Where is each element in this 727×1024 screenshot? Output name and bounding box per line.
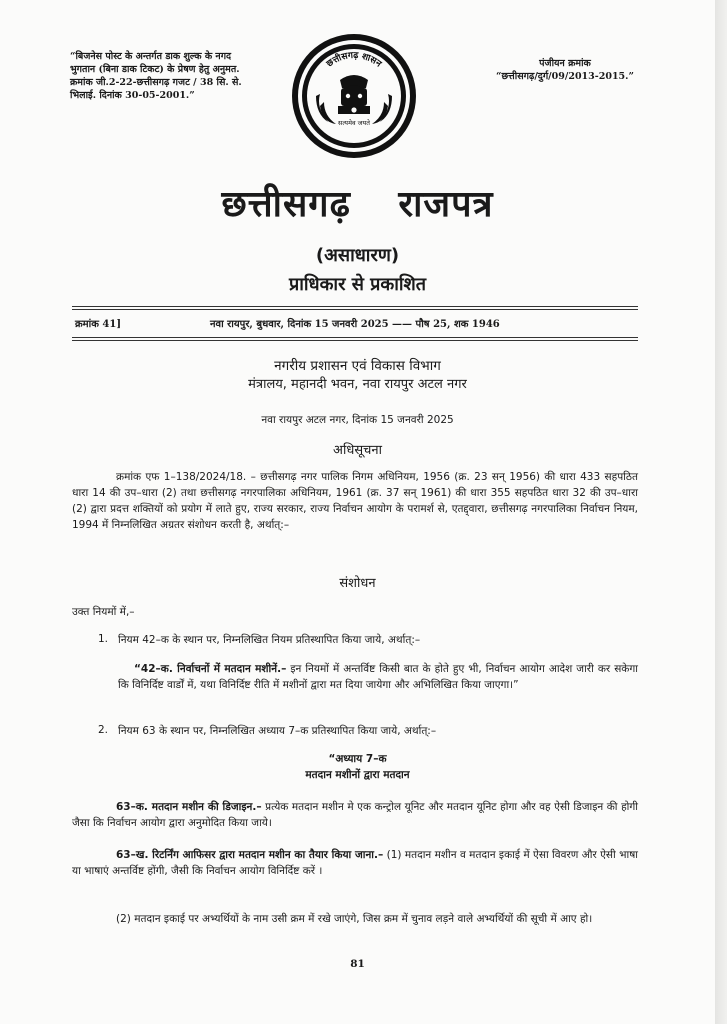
notification-heading: अधिसूचना bbox=[333, 443, 382, 458]
department-address: मंत्रालय, महानदी भवन, नवा रायपुर अटल नगर bbox=[248, 377, 467, 392]
rule-63k-paragraph bbox=[72, 799, 638, 831]
divider bbox=[72, 306, 638, 307]
divider bbox=[72, 309, 638, 310]
rule-63k-heading: 63–क. मतदान मशीन की डिजाइन.– bbox=[116, 801, 262, 813]
emblem-motto: सत्यमेव जयते bbox=[338, 119, 370, 127]
issue-dateline: नवा रायपुर, बुधवार, दिनांक 15 जनवरी 2025 —— पौष 25, शक 1946 bbox=[210, 319, 500, 330]
issue-number: क्रमांक 41] bbox=[75, 319, 122, 330]
notification-dateline: नवा रायपुर अटल नगर, दिनांक 15 जनवरी 2025 bbox=[261, 414, 454, 426]
intro-paragraph: क्रमांक एफ 1–138/2024/18. – छत्तीसगढ़ नगर पालिक निगम अधिनियम, 1956 (क्र. 23 सन् 1956) की धारा 433 सहपठित धारा 14 की उप–धारा (2) तथा छत्तीसगढ़ नगरपालिका अधिनियम, 1961 (क्र. 37 सन् 1961) की धारा 355 सहपठित धारा 32 की उप–धारा (2) द्वारा प्रदत्त शक्तियों को प्रयोग में लाते हुए, राज्य सरकार, राज्य निर्वाचन आयोग के परामर्श से, एतद्द्वारा, छत्तीसगढ़ नगरपालिका निर्वाचन नियम, 1994 में निम्नलिखित अग्रतर संशोधन करती है, अर्थात्:– bbox=[72, 471, 638, 531]
rule-42k-text: इन नियमों में अन्तर्विष्ट किसी बात के होते हुए भी, निर्वाचन आयोग आदेश जारी कर सकेगा कि विनिर्दिष्ट वार्डों में, यथा विनिर्दिष्ट रीति में मशीनों द्वारा मत दिया जायेगा और अभिलिखित किया जाएगा।” bbox=[118, 663, 638, 691]
chapter-title: मतदान मशीनों द्वारा मतदान bbox=[305, 769, 410, 781]
sub-rule-2-paragraph: (2) मतदान इकाई पर अभ्यर्थियों के नाम उसी क्रम में रखे जाएंगे, जिस क्रम में चुनाव लड़ने वाले अभ्यर्थियों की सूची में आए हो। bbox=[116, 913, 593, 925]
rule-63k-text: प्रत्येक मतदान मशीन मे एक कन्ट्रोल यूनिट और मतदान यूनिट होगा और वह ऐसी डिजाइन की होगी जैसा कि निर्वाचन आयोग द्वारा अनुमोदित किया जाये। bbox=[72, 801, 639, 829]
registration-label: पंजीयन क्रमांक bbox=[539, 58, 591, 69]
rule-42k-heading: “42–क. निर्वाचनों में मतदान मशीनें.– bbox=[134, 663, 287, 675]
state-emblem-icon bbox=[290, 32, 418, 160]
item-text: नियम 42–क के स्थान पर, निम्नलिखित नियम प्रतिस्थापित किया जाये, अर्थात्:– bbox=[118, 634, 421, 646]
registration-number: “छत्तीसगढ़/दुर्ग/09/2013-2015.” bbox=[496, 71, 634, 82]
item-number: 2. bbox=[98, 724, 109, 736]
rule-63kh-heading: 63–ख. रिटर्निंग आफिसर द्वारा मतदान मशीन का तैयार किया जाना.– bbox=[116, 849, 384, 861]
item-text: नियम 63 के स्थान पर, निम्नलिखित अध्याय 7–क प्रतिस्थापित किया जाये, अर्थात्:– bbox=[118, 725, 437, 737]
rule-42k-paragraph bbox=[118, 661, 638, 693]
amendment-heading: संशोधन bbox=[339, 576, 376, 591]
authority-label: प्राधिकार से प्रकाशित bbox=[288, 274, 427, 295]
department-name: नगरीय प्रशासन एवं विकास विभाग bbox=[274, 358, 441, 374]
emblem-top-text: छत्तीसगढ़ शासन bbox=[325, 50, 383, 70]
extraordinary-label: (असाधारण) bbox=[315, 245, 400, 266]
postal-permit-note: “बिजनेस पोस्ट के अन्तर्गत डाक शुल्क के नगद भुगतान (बिना डाक टिकट) के प्रेषण हेतु अनुमत. क्रमांक जी.2-22-छत्तीसगढ़ गजट / 38 सि. से. भिलाई. दिनांक 30-05-2001.” bbox=[70, 51, 242, 101]
page-edge bbox=[715, 0, 727, 1024]
chapter-number: “अध्याय 7–क bbox=[328, 753, 387, 765]
page-number: 81 bbox=[350, 958, 365, 970]
state-emblem-seal bbox=[290, 32, 418, 160]
rule-63kh-text: (1) मतदान मशीन व मतदान इकाई में ऐसा विवरण और ऐसी भाषा या भाषाएं अन्तर्विष्ट होंगी, जैसी कि निर्वाचन आयोग विनिर्दिष्ट करें । bbox=[72, 849, 638, 877]
registration-note bbox=[470, 57, 660, 83]
gazette-title: छत्तीसगढ़ राजपत्र bbox=[221, 184, 494, 225]
item-number: 1. bbox=[98, 633, 109, 645]
rule-63kh-paragraph bbox=[72, 847, 638, 879]
rules-intro: उक्त नियमों में,– bbox=[72, 606, 135, 618]
divider bbox=[72, 340, 638, 341]
divider bbox=[72, 337, 638, 338]
